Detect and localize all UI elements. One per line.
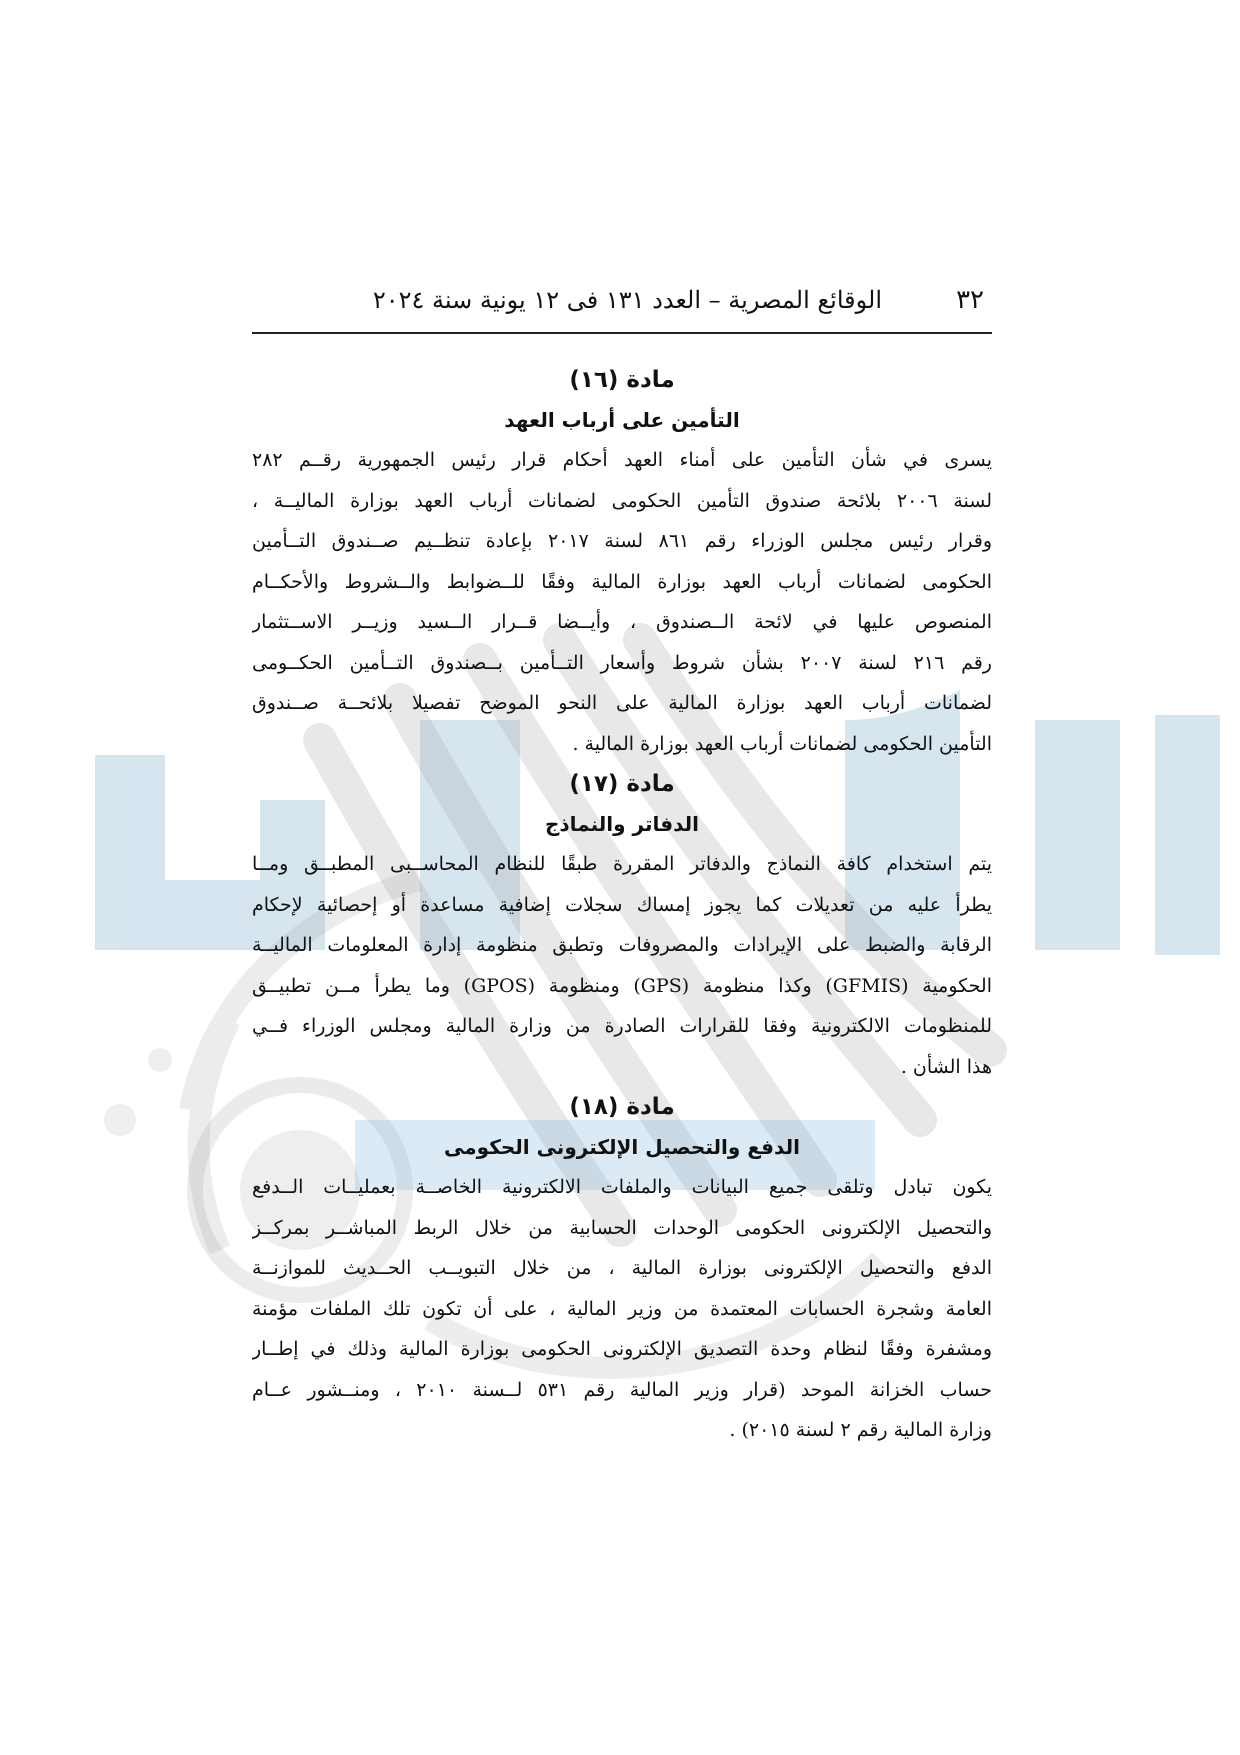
article-17 [252,764,992,1087]
article-heading: الدفاتر والنماذج [545,812,699,836]
page-number: ٣٢ [956,285,984,315]
article-heading: التأمين على أرباب العهد [504,408,740,432]
paragraph-line: العامة وشجرة الحسابات المعتمدة من وزير المالية ، على أن تكون تلك الملفات مؤمنة [252,1297,992,1320]
paragraph-line: الدفع والتحصيل الإلكترونى بوزارة المالية ، من خلال التبويــب الحــديث للموازنــة [252,1257,992,1279]
paragraph-line: ومشفرة وفقًا لنظام وحدة التصديق الإلكترونى الحكومى بوزارة المالية وذلك في إطــار [252,1338,992,1360]
gazette-header-title: الوقائع المصرية – العدد ١٣١ فى ١٢ يونية سنة ٢٠٢٤ [372,286,882,314]
article-number: مادة (١٨) [569,1094,675,1120]
article-number: مادة (١٧) [569,771,675,797]
paragraph-line: يسرى في شأن التأمين على أمناء العهد أحكام قرار رئيس الجمهورية رقــم ٢٨٢ [252,449,992,471]
paragraph-line: يطرأ عليه من تعديلات كما يجوز إمساك سجلات إضافية مساعدة أو إحصائية لإحكام [252,893,992,916]
paragraph-line: الرقابة والضبط على الإيرادات والمصروفات وتطبق منظومة إدارة المعلومات الماليــة [252,934,992,956]
article-16 [252,360,992,764]
paragraph-line: للمنظومات الالكترونية وفقا للقرارات الصادرة من وزارة المالية ومجلس الوزراء فــي [252,1015,992,1037]
paragraph-line: رقم ٢١٦ لسنة ٢٠٠٧ بشأن شروط وأسعار التــأمين بــصندوق التــأمين الحكــومى [252,651,992,674]
article-paragraph [252,844,992,1087]
article-paragraph [252,440,992,764]
document-body [252,360,992,1451]
paragraph-line: والتحصيل الإلكترونى الحكومى الوحدات الحسابية من خلال الربط المباشــر بمركــز [252,1216,992,1239]
paragraph-line: لسنة ٢٠٠٦ بلائحة صندوق التأمين الحكومى لضمانات أرباب العهد بوزارة الماليــة ، [252,489,992,512]
article-paragraph [252,1167,992,1451]
paragraph-line: حساب الخزانة الموحد (قرار وزير المالية رقم ٥٣١ لــسنة ٢٠١٠ ، ومنــشور عــام [252,1378,992,1401]
paragraph-line: وقرار رئيس مجلس الوزراء رقم ٨٦١ لسنة ٢٠١٧ بإعادة تنظــيم صــندوق التــأمين [252,530,992,552]
paragraph-line: يكون تبادل وتلقى جميع البيانات والملفات الالكترونية الخاصــة بعمليــات الــدفع [252,1176,992,1198]
page-header [252,282,992,334]
paragraph-line: الحكومى لضمانات أرباب العهد بوزارة المالية وفقًا للــضوابط والــشروط والأحكــام [252,570,992,593]
article-18 [252,1087,992,1451]
paragraph-line: وزارة المالية رقم ٢ لسنة ٢٠١٥) . [729,1419,992,1441]
paragraph-line: التأمين الحكومى لضمانات أرباب العهد بوزارة المالية . [572,732,992,755]
paragraph-line: الحكومية (GFMIS) وكذا منظومة (GPS) ومنظومة (GPOS) وما يطرأ مــن تطبيــق [252,974,992,997]
paragraph-line: لضمانات أرباب العهد بوزارة المالية على النحو الموضح تفصيلا بلائحــة صــندوق [252,692,992,714]
article-number: مادة (١٦) [569,367,675,393]
paragraph-line: المنصوص عليها في لائحة الــصندوق ، وأيــضا قــرار الــسيد وزيــر الاســتثمار [252,611,992,633]
article-heading: الدفع والتحصيل الإلكترونى الحكومى [444,1135,800,1159]
paragraph-line: يتم استخدام كافة النماذج والدفاتر المقررة طبقًا للنظام المحاســبى المطبــق ومــا [252,853,992,875]
paragraph-line: هذا الشأن . [900,1055,992,1078]
